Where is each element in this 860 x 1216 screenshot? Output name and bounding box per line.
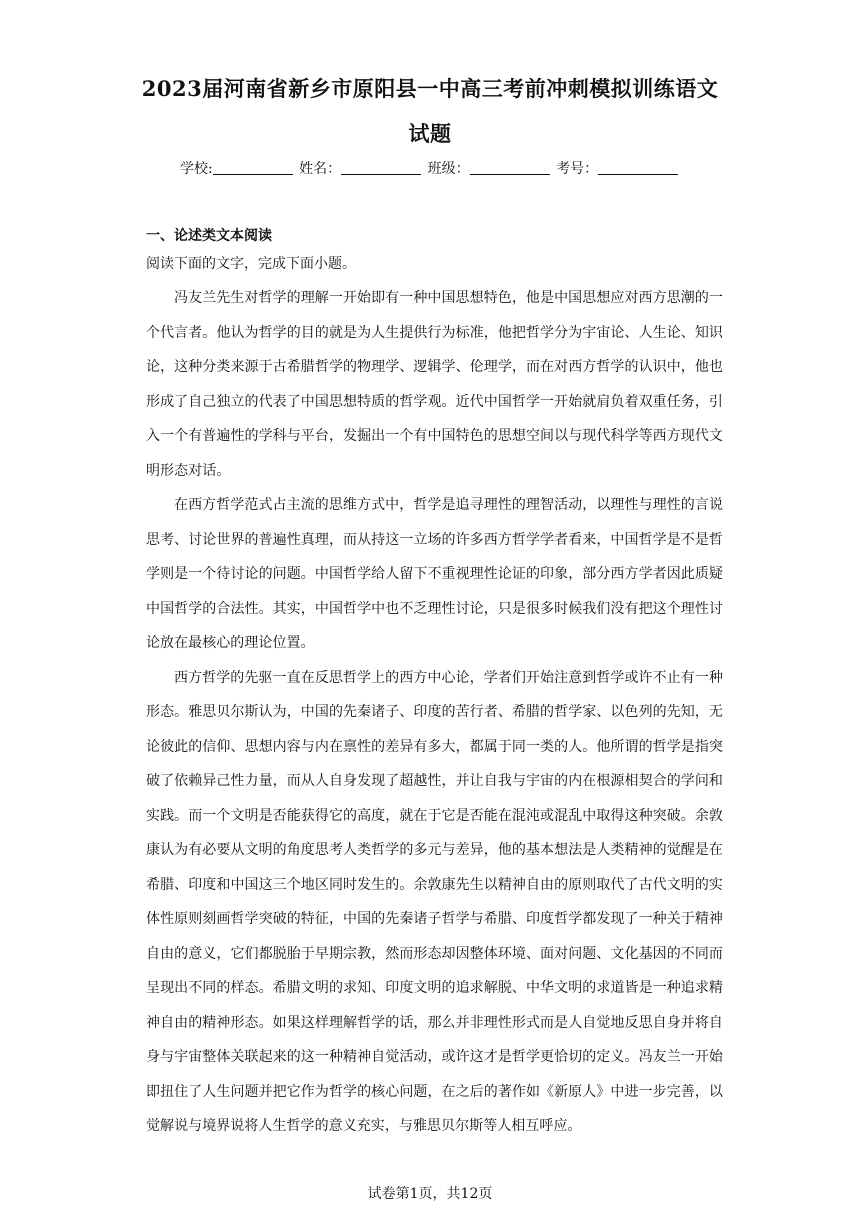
- school-blank: [213, 158, 293, 175]
- student-info-row: [180, 157, 700, 181]
- school-label: 学校:: [180, 161, 213, 177]
- passage-paragraph: 西方哲学的先驱一直在反思哲学上的西方中心论，学者们开始注意到哲学或许不止有一种形态。雅思贝尔斯认为，中国的先秦诸子、印度的苦行者、希腊的哲学家、以色列的先知，无论彼此的信仰、思想内容与内在禀性的差异有多大，都属于同一类的人。他所谓的哲学是指突破了依赖异己性力量，而从人自身发现了超越性，并让自我与宇宙的内在根源相契合的学问和实践。而一个文明是否能获得它的高度，就在于它是否能在混沌或混乱中取得这种突破。余敦康认为有必要从文明的角度思考人类哲学的多元与差异，他的基本想法是人类精神的觉醒是在希腊、印度和中国这三个地区同时发生的。余敦康先生以精神自由的原则取代了古代文明的实体性原则刻画哲学突破的特征，中国的先秦诸子哲学与希腊、印度哲学都发现了一种关于精神自由的意义，它们都脱胎于早期宗教，然而形态却因整体环境、面对问题、文化基因的不同而呈现出不同的样态。希腊文明的求知、印度文明的追求解脱、中华文明的求道皆是一种追求精神自由的精神形态。如果这样理解哲学的话，那么并非理性形式而是人自觉地反思自身并将自身与宇宙整体关联起来的这一种精神自觉活动，或许这才是哲学更恰切的定义。冯友兰一开始即扭住了人生问题并把它作为哲学的核心问题，在之后的著作如《新原人》中进一步完善，以觉解说与境界说将人生哲学的意义充实，与雅思贝尔斯等人相互呼应。: [146, 669, 723, 1134]
- reading-passage: [146, 281, 723, 1144]
- section-heading: 一、论述类文本阅读: [146, 228, 272, 244]
- exam-title-continued: 试题: [408, 121, 452, 146]
- reading-instruction: 阅读下面的文字，完成下面小题。: [146, 256, 356, 272]
- exam-title: 2023届河南省新乡市原阳县一中高三考前冲刺模拟训练语文: [141, 76, 719, 101]
- page-footer: 试卷第1页，共12页: [367, 1186, 493, 1202]
- exam-number-label: 考号：: [556, 161, 599, 177]
- passage-paragraph: 冯友兰先生对哲学的理解一开始即有一种中国思想特色，他是中国思想应对西方思潮的一个代言者。他认为哲学的目的就是为人生提供行为标准，他把哲学分为宇宙论、人生论、知识论，这种分类来源于古希腊哲学的物理学、逻辑学、伦理学，而在对西方哲学的认识中，他也形成了自己独立的代表了中国思想特质的哲学观。近代中国哲学一开始就肩负着双重任务，引入一个有普遍性的学科与平台，发掘出一个有中国特色的思想空间以与现代科学等西方现代文明形态对话。: [146, 290, 723, 479]
- exam-number-blank: [598, 158, 678, 175]
- name-label: 姓名：: [299, 161, 342, 177]
- passage-paragraph: 在西方哲学范式占主流的思维方式中，哲学是追寻理性的理智活动，以理性与理性的言说思考、讨论世界的普遍性真理，而从持这一立场的许多西方哲学学者看来，中国哲学是不是哲学则是一个待讨论的问题。中国哲学给人留下不重视理性论证的印象，部分西方学者因此质疑中国哲学的合法性。其实，中国哲学中也不乏理性讨论，只是很多时候我们没有把这个理性讨论放在最核心的理论位置。: [146, 497, 723, 651]
- class-label: 班级：: [427, 161, 470, 177]
- name-blank: [341, 158, 421, 175]
- class-blank: [470, 158, 550, 175]
